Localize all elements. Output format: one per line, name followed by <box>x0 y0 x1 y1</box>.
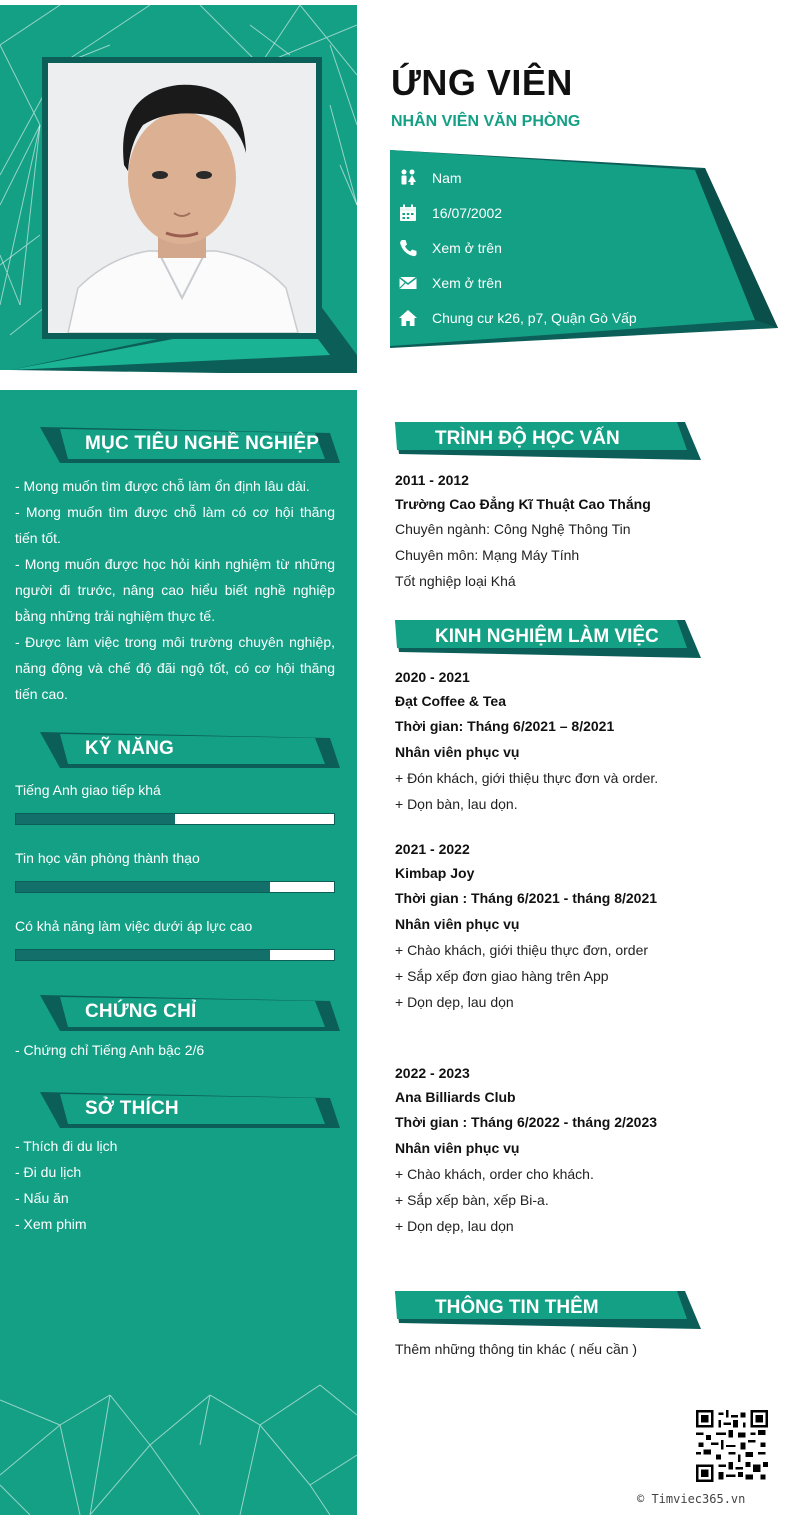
hobby-line: - Nấu ăn <box>15 1190 69 1206</box>
objective-header <box>40 425 340 465</box>
job-task: + Chào khách, giới thiệu thực đơn, order <box>395 942 649 958</box>
job-position: Nhân viên phục vụ <box>395 916 520 932</box>
job-position: Nhân viên phục vụ <box>395 744 520 760</box>
certificate-line: - Chứng chỉ Tiếng Anh bậc 2/6 <box>15 1042 205 1058</box>
contact-phone <box>390 232 730 264</box>
skill-bar <box>15 813 335 825</box>
skills-title: KỸ NĂNG <box>85 738 175 759</box>
education-header <box>395 420 705 462</box>
hobbies-title: SỞ THÍCH <box>85 1098 179 1119</box>
qr-code-icon[interactable] <box>696 1410 768 1482</box>
experience-header <box>395 618 705 660</box>
hobbies-text <box>15 1133 335 1237</box>
experience-title: KINH NGHIỆM LÀM VIỆC <box>435 626 659 647</box>
skill-bar-fill <box>16 950 270 960</box>
education-grade: Tốt nghiệp loại Khá <box>395 573 516 589</box>
skill-label: Có khả năng làm việc dưới áp lực cao <box>15 918 253 934</box>
contact-email <box>390 267 730 299</box>
contact-text: Xem ở trên <box>432 240 502 256</box>
gender-icon <box>398 168 418 188</box>
job-task: + Sắp xếp đơn giao hàng trên App <box>395 968 609 984</box>
job-company: Đạt Coffee & Tea <box>395 693 506 709</box>
skill-label: Tin học văn phòng thành thạo <box>15 850 200 866</box>
skill-label: Tiếng Anh giao tiếp khá <box>15 782 161 798</box>
contact-text: Xem ở trên <box>432 275 502 291</box>
certificates-title: CHỨNG CHỈ <box>85 1001 197 1022</box>
job-period: 2021 - 2022 <box>395 841 470 857</box>
contact-birthday <box>390 197 730 229</box>
copyright-text: © Timviec365.vn <box>637 1492 746 1506</box>
job-time: Thời gian : Tháng 6/2021 - tháng 8/2021 <box>395 890 658 906</box>
hobby-line: - Đi du lịch <box>15 1164 82 1180</box>
job-task: + Đón khách, giới thiệu thực đơn và order. <box>395 770 659 786</box>
email-icon <box>398 273 418 293</box>
objective-line: - Mong muốn được học hỏi kinh nghiệm từ những người đi trước, nâng cao hiểu biết nghề nghiệp bằng những trải nghiệm thực tế. <box>15 556 335 624</box>
candidate-photo <box>48 63 316 333</box>
candidate-name: ỨNG VIÊN <box>391 62 573 103</box>
job-time: Thời gian : Tháng 6/2022 - tháng 2/2023 <box>395 1114 658 1130</box>
certificates-header <box>40 993 340 1033</box>
contact-address <box>390 302 730 334</box>
additional-header <box>395 1289 705 1331</box>
job-company: Ana Billiards Club <box>395 1089 516 1105</box>
education-major: Chuyên ngành: Công Nghệ Thông Tin <box>395 521 631 537</box>
objective-line: - Được làm việc trong môi trường chuyên nghiệp, năng động và chế độ đãi ngộ tốt, có cơ hội thăng tiến cao. <box>15 634 335 702</box>
objective-text <box>15 473 335 707</box>
contact-gender <box>390 162 730 194</box>
job-company: Kimbap Joy <box>395 865 475 881</box>
job-task: + Dọn dẹp, lau dọn <box>395 994 514 1010</box>
sidebar <box>0 5 357 1515</box>
job-position: Nhân viên phục vụ <box>395 1140 520 1156</box>
contact-box <box>390 150 780 350</box>
contact-text: Chung cư k26, p7, Quận Gò Vấp <box>432 310 637 326</box>
education-school: Trường Cao Đẳng Kĩ Thuật Cao Thắng <box>395 496 651 512</box>
skill-bar-fill <box>16 814 175 824</box>
additional-text: Thêm những thông tin khác ( nếu cần ) <box>395 1341 638 1357</box>
job-task: + Chào khách, order cho khách. <box>395 1166 594 1182</box>
skill-bar <box>15 881 335 893</box>
objective-title: MỤC TIÊU NGHỀ NGHIỆP <box>85 433 320 454</box>
certificates-text <box>15 1037 335 1063</box>
phone-icon <box>398 238 418 258</box>
person-portrait-icon <box>48 63 316 333</box>
skill-bar-fill <box>16 882 270 892</box>
job-task: + Dọn dẹp, lau dọn <box>395 1218 514 1234</box>
hobby-line: - Xem phim <box>15 1216 87 1232</box>
education-period: 2011 - 2012 <box>395 472 469 488</box>
contact-text: Nam <box>432 170 462 186</box>
contact-text: 16/07/2002 <box>432 205 503 221</box>
objective-line: - Mong muốn tìm được chỗ làm có cơ hội thăng tiến tốt. <box>15 504 335 546</box>
job-time: Thời gian: Tháng 6/2021 – 8/2021 <box>395 718 615 734</box>
job-task: + Sắp xếp bàn, xếp Bi-a. <box>395 1192 549 1208</box>
skills-header <box>40 730 340 770</box>
additional-title: THÔNG TIN THÊM <box>435 1297 599 1318</box>
home-icon <box>398 308 418 328</box>
job-task: + Dọn bàn, lau dọn. <box>395 796 518 812</box>
education-title: TRÌNH ĐỘ HỌC VẤN <box>435 428 620 449</box>
photo-frame <box>42 57 322 339</box>
skill-bar <box>15 949 335 961</box>
hobbies-header <box>40 1090 340 1130</box>
calendar-icon <box>398 203 418 223</box>
candidate-job-title: NHÂN VIÊN VĂN PHÒNG <box>391 113 581 130</box>
job-period: 2022 - 2023 <box>395 1065 470 1081</box>
hobby-line: - Thích đi du lịch <box>15 1138 118 1154</box>
job-period: 2020 - 2021 <box>395 669 470 685</box>
education-specialty: Chuyên môn: Mạng Máy Tính <box>395 547 580 563</box>
objective-line: - Mong muốn tìm được chỗ làm ổn định lâu dài. <box>15 478 310 494</box>
